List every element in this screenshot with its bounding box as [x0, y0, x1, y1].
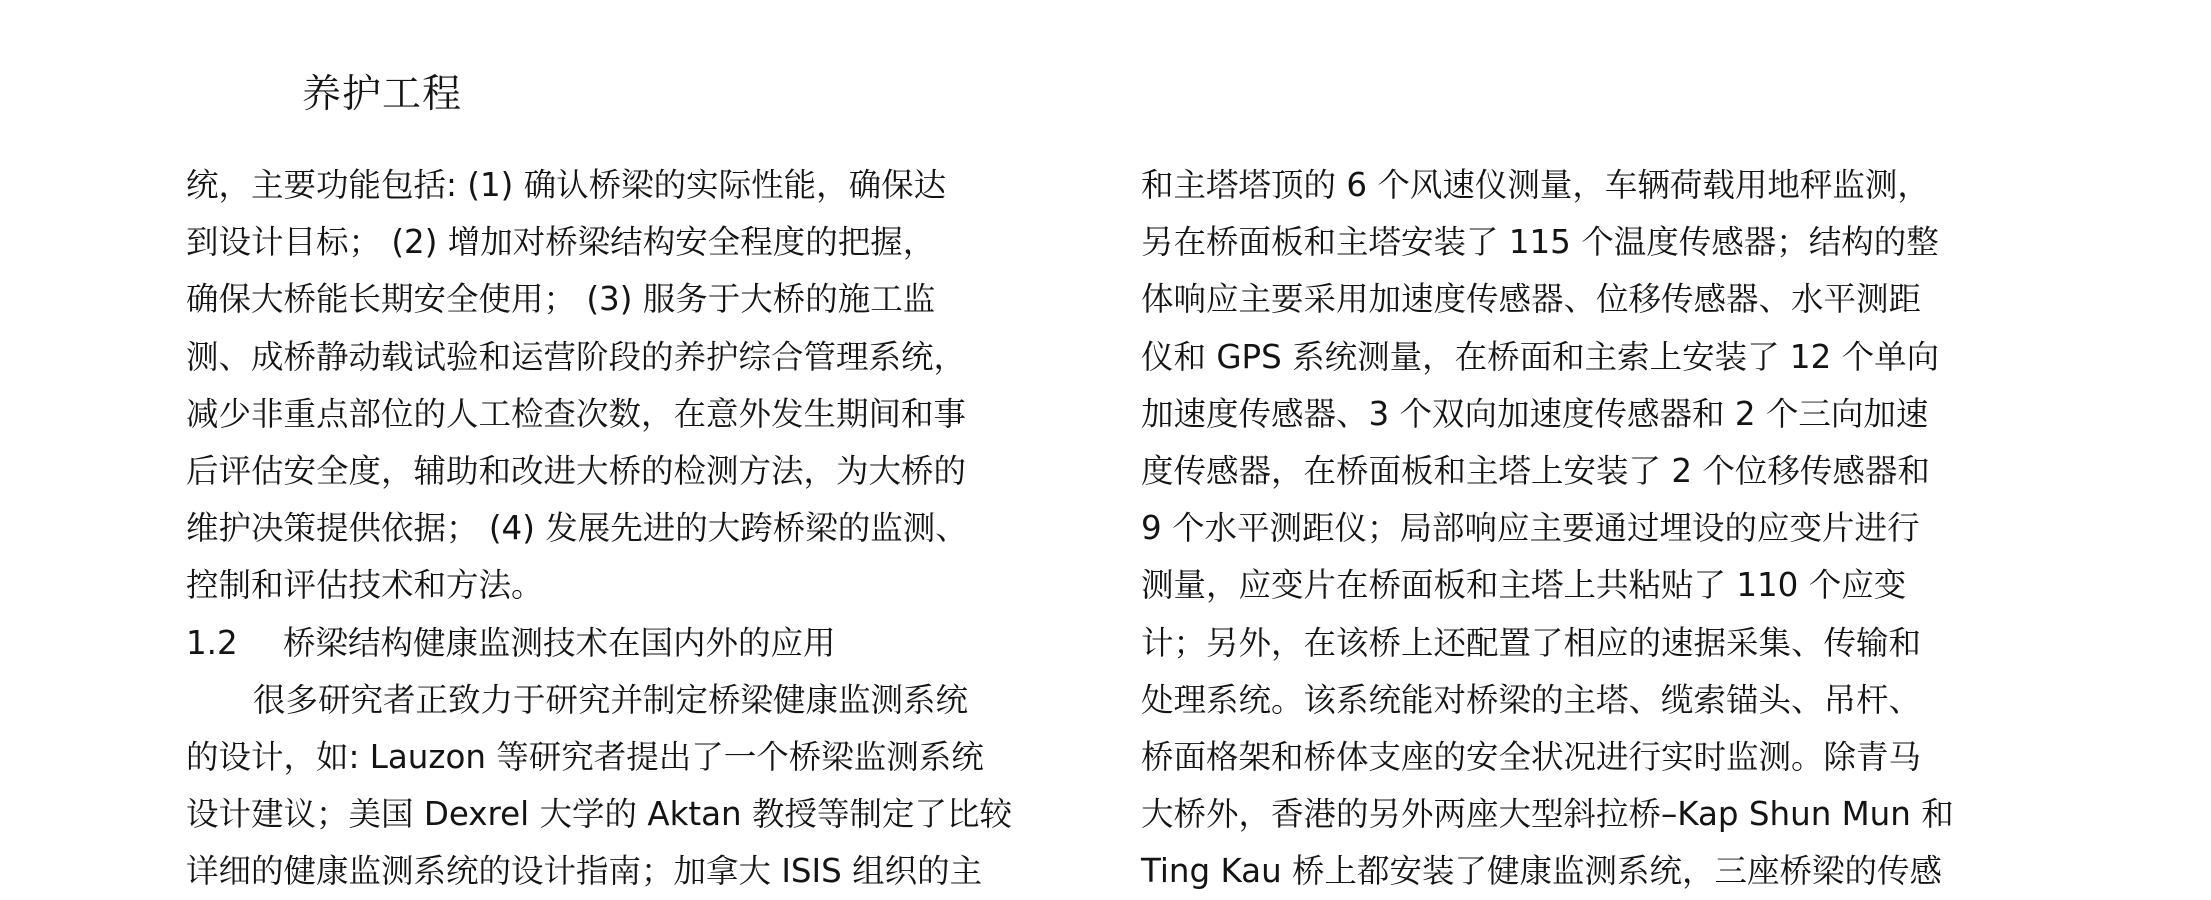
text-line: Ting Kau 桥上都安装了健康监测系统，三座桥梁的传感 — [1141, 852, 1943, 891]
text-line: 处理系统。该系统能对桥梁的主塔、缆索锚头、吊杆、 — [1141, 680, 1922, 719]
text-line: 维护决策提供依据； (4) 发展先进的大跨桥梁的监测、 — [186, 509, 968, 548]
text-line: 后评估安全度，辅助和改进大桥的检测方法，为大桥的 — [186, 451, 967, 490]
text-line: 度传感器，在桥面板和主塔上安装了 2 个位移传感器和 — [1141, 451, 1930, 490]
text-line: 控制和评估技术和方法。 — [186, 566, 544, 605]
text-line: 计；另外，在该桥上还配置了相应的速据采集、传输和 — [1141, 623, 1922, 662]
text-line: 详细的健康监测系统的设计指南；加拿大 ISIS 组织的主 — [186, 852, 983, 891]
section-number: 1.2 — [186, 623, 238, 662]
left-column — [186, 157, 1086, 900]
text-line: 另在桥面板和主塔安装了 115 个温度传感器；结构的整 — [1141, 223, 1939, 262]
text-line: 设计建议；美国 Dexrel 大学的 Aktan 教授等制定了比较 — [186, 795, 1012, 834]
text-line: 很多研究者正致力于研究并制定桥梁健康监测系统 — [253, 680, 969, 719]
text-line: 和主塔塔顶的 6 个风速仪测量，车辆荷载用地秤监测， — [1141, 166, 1930, 204]
text-line: 体响应主要采用加速度传感器、位移传感器、水平测距 — [1141, 280, 1922, 319]
right-column — [1141, 157, 2036, 900]
text-line: 桥面格架和桥体支座的安全状况进行实时监测。除青马 — [1141, 737, 1922, 776]
text-line: 到设计目标； (2) 增加对桥梁结构安全程度的把握， — [186, 223, 936, 262]
text-line: 仪和 GPS 系统测量，在桥面和主索上安装了 12 个单向 — [1141, 337, 1940, 376]
section-title: 桥梁结构健康监测技术在国内外的应用 — [283, 623, 836, 662]
text-line: 测、成桥静动载试验和运营阶段的养护综合管理系统， — [186, 337, 967, 376]
text-line: 减少非重点部位的人工检查次数，在意外发生期间和事 — [186, 394, 967, 433]
text-line: 加速度传感器、3 个双向加速度传感器和 2 个三向加速 — [1141, 394, 1929, 433]
text-line: 的设计，如: Lauzon 等研究者提出了一个桥梁监测系统 — [186, 737, 984, 776]
text-line: 统，主要功能包括: (1) 确认桥梁的实际性能，确保达 — [186, 166, 947, 204]
text-line: 测量，应变片在桥面板和主塔上共粘贴了 110 个应变 — [1141, 566, 1907, 605]
text-line: 大桥外，香港的另外两座大型斜拉桥–Kap Shun Mun 和 — [1141, 795, 1954, 834]
text-line: 9 个水平测距仪；局部响应主要通过埋设的应变片进行 — [1141, 509, 1920, 548]
page-header: 养护工程 — [302, 72, 463, 117]
section-heading — [186, 615, 1086, 672]
text-line: 确保大桥能长期安全使用； (3) 服务于大桥的施工监 — [186, 280, 936, 319]
